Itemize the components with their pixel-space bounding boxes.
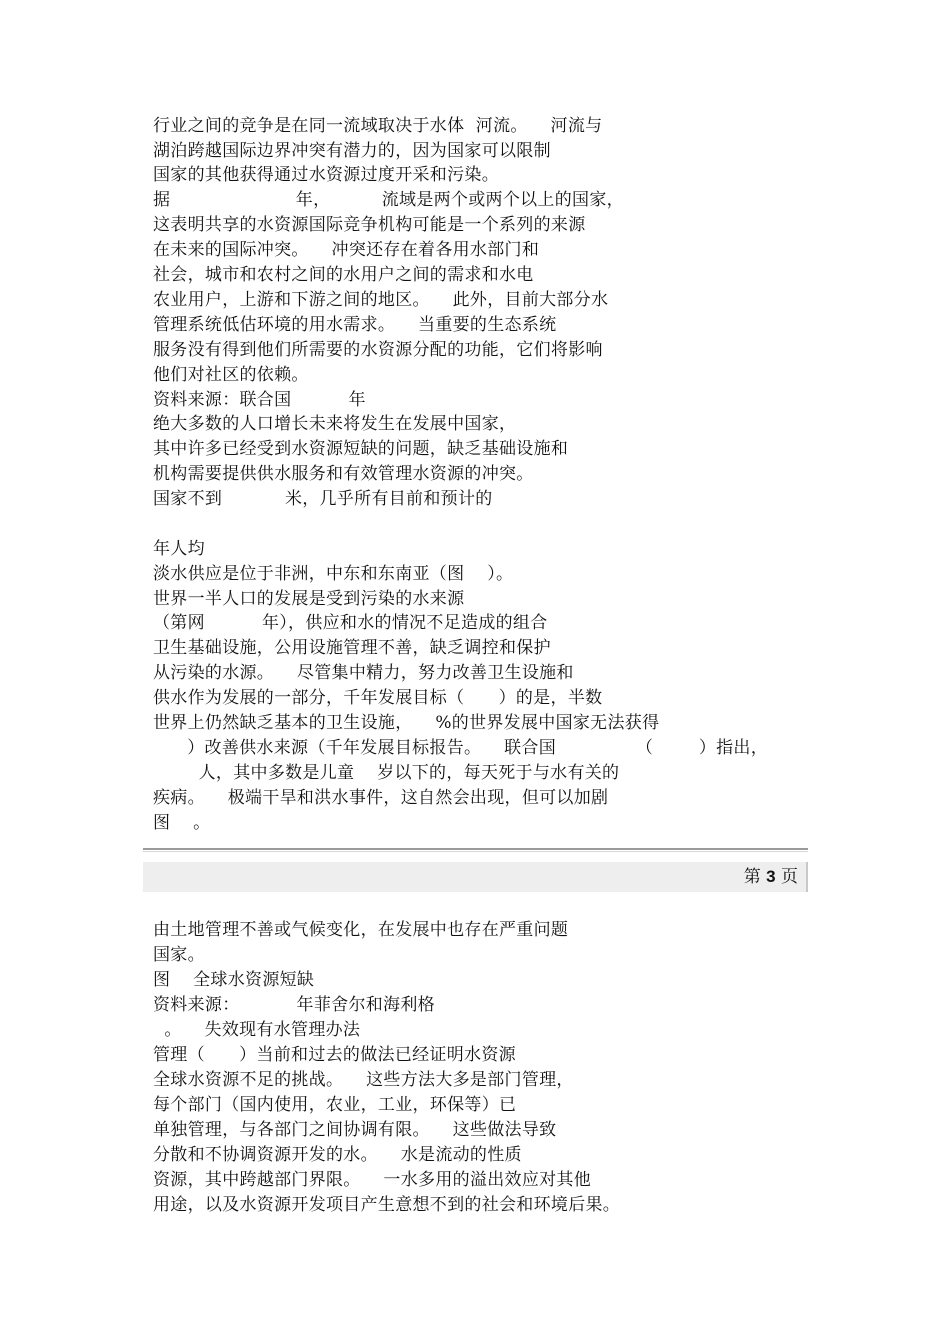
text-line: （第网 年），供应和水的情况不足造成的组合 [153,613,548,633]
text-line: 淡水供应是位于非洲，中东和东南亚（图 ）。 [153,564,514,584]
text-line: 这表明共享的水资源国际竞争机构可能是一个系列的来源 [153,215,586,235]
text-line: 图 。 [153,813,211,833]
text-line: 其中许多已经受到水资源短缺的问题，缺乏基础设施和 [153,439,569,459]
text-line: 分散和不协调资源开发的水。 水是流动的性质 [153,1145,522,1165]
text-line: 卫生基础设施，公用设施管理不善，缺乏调控和保护 [153,638,551,658]
text-line: 据 年， 流域是两个或两个以上的国家， [153,190,624,210]
text-line: 全球水资源不足的挑战。 这些方法大多是部门管理， [153,1070,574,1090]
text-line: 疾病。 极端干旱和洪水事件，这自然会出现，但可以加剧 [153,788,609,808]
text-line: 供水作为发展的一部分，千年发展目标（ ）的是，半数 [153,688,603,708]
text-line: 人，其中多数是儿童 岁以下的，每天死于与水有关的 [153,763,620,783]
text-line: ）改善供水来源（千年发展目标报告。 联合国 （ ）指出， [153,738,769,758]
text-line: 世界一半人口的发展是受到污染的水来源 [153,589,465,609]
text-line: 湖泊跨越国际边界冲突有潜力的，因为国家可以限制 [153,141,551,161]
page-divider-shadow [143,851,808,852]
text-line: 在未来的国际冲突。 冲突还存在着各用水部门和 [153,240,540,260]
text-line: 单独管理，与各部门之间协调有限。 这些做法导致 [153,1120,557,1140]
page-number-suffix: 页 [775,867,798,887]
text-line: 资源，其中跨越部门界限。 一水多用的溢出效应对其他 [153,1170,592,1190]
text-line: 社会，城市和农村之间的水用户之间的需求和水电 [153,265,534,285]
text-line: 由土地管理不善或气候变化，在发展中也存在严重问题 [153,920,569,940]
text-line: 从污染的水源。 尽管集中精力，努力改善卫生设施和 [153,663,574,683]
text-line: 服务没有得到他们所需要的水资源分配的功能，它们将影响 [153,340,603,360]
text-line: 农业用户，上游和下游之间的地区。 此外，目前大部分水 [153,290,609,310]
page-number: 3 [766,867,776,886]
text-line: 。 失效现有水管理办法 [153,1020,361,1040]
text-line: 资料来源： 年菲舍尔和海利格 [153,995,435,1015]
page-number-label [744,867,798,887]
text-line: 每个部门（国内使用，农业，工业，环保等）已 [153,1095,517,1115]
page-divider [143,848,808,850]
text-line: 年人均 [153,539,205,559]
text-line: 管理（ ）当前和过去的做法已经证明水资源 [153,1045,516,1065]
text-line: 国家。 [153,945,205,965]
page-number-prefix: 第 [743,867,767,887]
text-line: 图 全球水资源短缺 [153,970,315,990]
text-line: 世界上仍然缺乏基本的卫生设施， %的世界发展中国家无法获得 [153,713,660,733]
text-line: 管理系统低估环境的用水需求。 当重要的生态系统 [153,315,557,335]
text-line: 资料来源：联合国 年 [153,390,366,410]
text-line: 行业之间的竞争是在同一流域取决于水体 河流。 河流与 [153,116,603,136]
text-line: 他们对社区的依赖。 [153,365,309,385]
text-line: 绝大多数的人口增长未来将发生在发展中国家， [153,414,517,434]
text-line: 国家的其他获得通过水资源过度开采和污染。 [153,165,499,185]
text-line: 用途，以及水资源开发项目产生意想不到的社会和环境后果。 [153,1195,621,1215]
text-line: 国家不到 米，几乎所有目前和预计的 [153,489,493,509]
text-line: 机构需要提供供水服务和有效管理水资源的冲突。 [153,464,534,484]
page-footer [143,862,808,892]
